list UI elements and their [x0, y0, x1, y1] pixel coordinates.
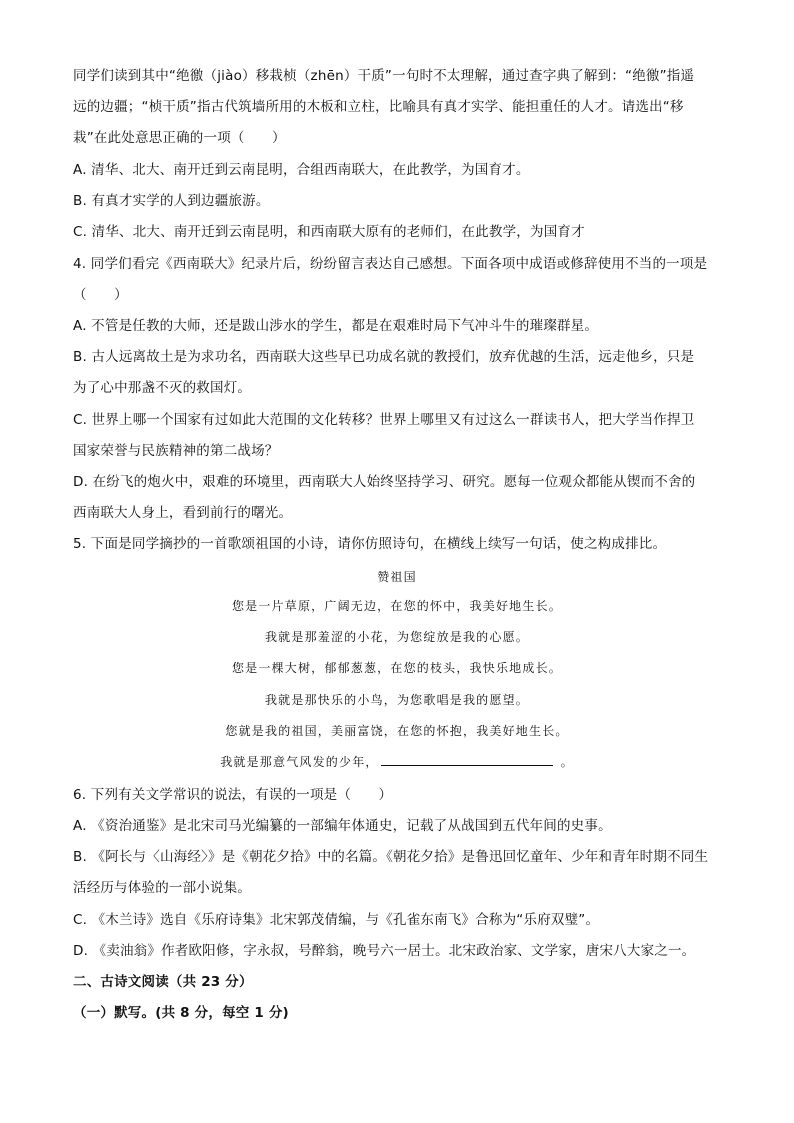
q5-stem: 5. 下面是同学摘抄的一首歌颂祖国的小诗，请你仿照诗句，在横线上续写一句话，使之构成排比。: [73, 536, 667, 552]
poem-line-3: 您是一棵大树，郁郁葱葱，在您的枝头，我快乐地成长。: [231, 661, 562, 675]
q3-intro-line-3: 栽”在此处意思正确的一项（ ）: [73, 130, 286, 146]
answer-blank[interactable]: [381, 753, 553, 766]
q3-option-b: B. 有真才实学的人到边疆旅游。: [73, 193, 270, 209]
poem-line-1: 您是一片草原，广阔无边，在您的怀中，我美好地生长。: [231, 599, 562, 613]
q4-option-a: A. 不管是任教的大师，还是跋山涉水的学生，都是在艰难时局下气冲斗牛的璀璨群星。: [73, 318, 599, 334]
q4-option-d-line-2: 西南联大人身上，看到前行的曙光。: [73, 505, 293, 521]
q3-intro-line-1: 同学们读到其中“绝徼（jiào）移栽桢（zhēn）干质”一句时不太理解，通过查字典了解到：“绝徼”指遥: [73, 68, 695, 84]
poem-line-4: 我就是那快乐的小鸟，为您歌唱是我的愿望。: [264, 693, 529, 707]
poem-blank-suffix: 。: [560, 755, 574, 769]
q6-option-c: C. 《木兰诗》选自《乐府诗集》北宋郭茂倩编，与《孔雀东南飞》合称为“乐府双璧”。: [73, 912, 600, 928]
q3-intro-line-2: 远的边疆；“桢干质”指古代筑墙所用的木板和立柱，比喻具有真才实学、能担重任的人才。请选出“移: [73, 99, 684, 115]
q4-option-b-line-1: B. 古人远离故土是为求功名，西南联大这些早已功成名就的教授们，放弃优越的生活，远走他乡，只是: [73, 349, 695, 365]
q6-option-b-line-2: 活经历与体验的一部小说集。: [73, 880, 252, 896]
q3-option-c: C. 清华、北大、南开迁到云南昆明，和西南联大原有的老师们，在此教学，为国育才: [73, 224, 585, 240]
section-2-subtitle: （一）默写。(共 8 分，每空 1 分): [73, 1005, 289, 1021]
poem-line-2: 我就是那羞涩的小花，为您绽放是我的心愿。: [264, 630, 529, 644]
q6-stem: 6. 下列有关文学常识的说法，有误的一项是（ ）: [73, 787, 393, 803]
q4-option-d-line-1: D. 在纷飞的炮火中，艰难的环境里，西南联大人始终坚持学习、研究。愿每一位观众都能从锲而不舍的: [73, 474, 696, 490]
q6-option-d: D. 《卖油翁》作者欧阳修，字永叔，号醉翁，晚号六一居士。北宋政治家、文学家，唐宋八大家之一。: [73, 943, 696, 959]
q4-stem-line-2: （ ）: [73, 287, 128, 303]
q3-option-a: A. 清华、北大、南开迁到云南昆明，合组西南联大，在此教学，为国育才。: [73, 162, 530, 178]
q4-option-c-line-1: C. 世界上哪一个国家有过如此大范围的文化转移？世界上哪里又有过这么一群读书人，把大学当作捍卫: [73, 412, 695, 428]
q4-option-b-line-2: 为了心中那盏不灭的救国灯。: [73, 380, 252, 396]
q4-stem-line-1: 4. 同学们看完《西南联大》纪录片后，纷纷留言表达自己感想。下面各项中成语或修辞使用不当的一项是: [73, 256, 708, 272]
poem-blank-line: [0, 753, 794, 771]
poem-title: 赞祖国: [377, 570, 417, 584]
q6-option-a: A. 《资治通鉴》是北宋司马光编纂的一部编年体通史，记载了从战国到五代年间的史事。: [73, 818, 612, 834]
poem-blank-prefix: 我就是那意气风发的少年，: [220, 755, 379, 769]
q4-option-c-line-2: 国家荣誉与民族精神的第二战场？: [73, 443, 279, 459]
q6-option-b-line-1: B. 《阿长与〈山海经〉》是《朝花夕拾》中的名篇。《朝花夕拾》是鲁迅回忆童年、少年和青年时期不同生: [73, 849, 709, 865]
section-2-title: 二、古诗文阅读（共 23 分）: [73, 974, 253, 990]
poem-line-5: 您就是我的祖国，美丽富饶，在您的怀抱，我美好地生长。: [225, 724, 569, 738]
